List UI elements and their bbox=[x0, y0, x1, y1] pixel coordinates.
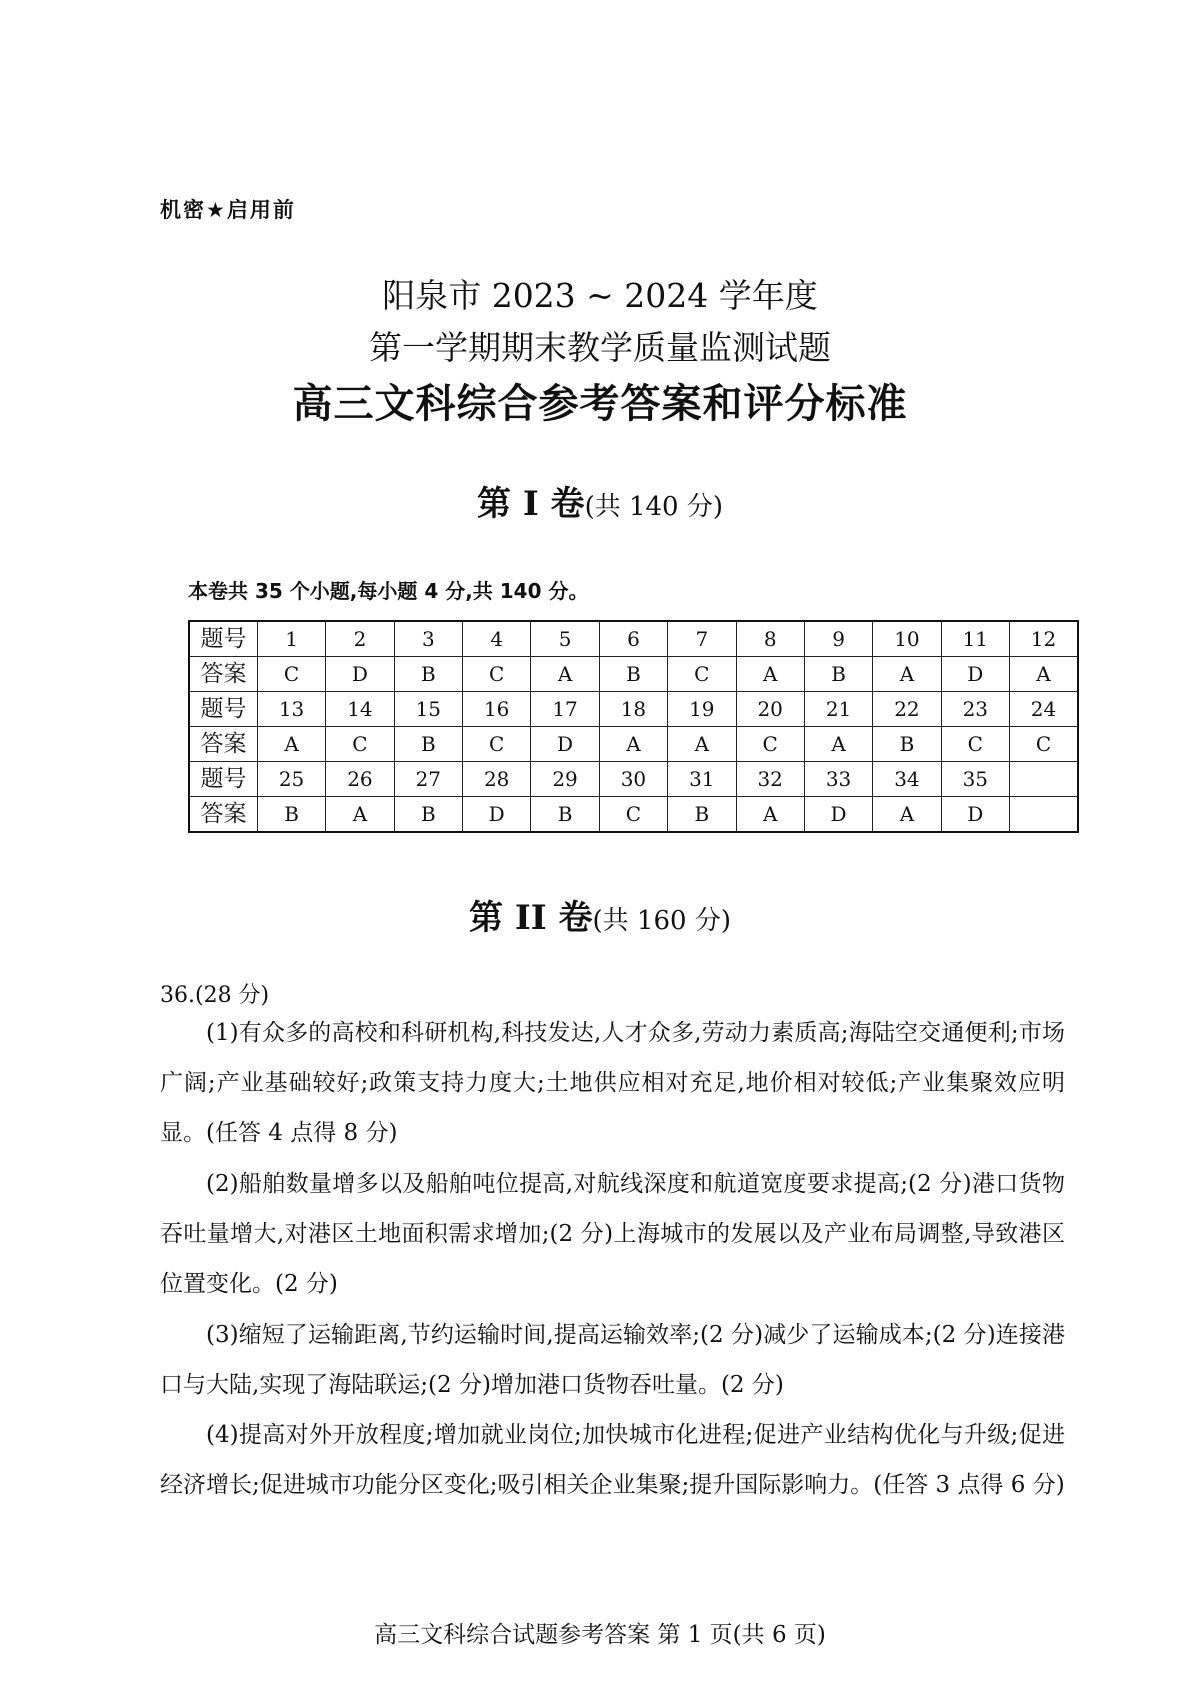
question-number-cell: 22 bbox=[873, 692, 941, 727]
question-36-part-4: (4)提高对外开放程度;增加就业岗位;加快城市化进程;促进产业结构优化与升级;促进经济增长;促进城市功能分区变化;吸引相关企业集聚;提升国际影响力。(任答 3 点得 6 分) bbox=[160, 1422, 1065, 1498]
question-number-cell: 32 bbox=[736, 762, 804, 797]
section-1-instruction: 本卷共 35 个小题,每小题 4 分,共 140 分。 bbox=[188, 579, 589, 603]
question-number-cell: 33 bbox=[804, 762, 872, 797]
title-line-1: 阳泉市 2023 ~ 2024 学年度 bbox=[382, 276, 818, 315]
question-36-part-3: (3)缩短了运输距离,节约运输时间,提高运输效率;(2 分)减少了运输成本;(2 分)连接港口与大陆,实现了海陆联运;(2 分)增加港口货物吞吐量。(2 分) bbox=[160, 1322, 1065, 1398]
answer-cell: D bbox=[941, 657, 1009, 692]
question-number-cell: 34 bbox=[873, 762, 941, 797]
answer-cell: D bbox=[804, 797, 872, 833]
answer-cell: A bbox=[736, 657, 804, 692]
answer-cell: D bbox=[941, 797, 1009, 833]
answer-cell: A bbox=[326, 797, 394, 833]
question-number-cell: 20 bbox=[736, 692, 804, 727]
section-1-label: 第 I 卷 bbox=[476, 484, 585, 524]
answer-cell: A bbox=[668, 727, 736, 762]
question-number-cell: 25 bbox=[257, 762, 325, 797]
section-1-heading bbox=[0, 476, 1200, 525]
page-title: 高三文科综合参考答案和评分标准 bbox=[292, 380, 908, 427]
question-number-cell: 26 bbox=[326, 762, 394, 797]
answer-cell: C bbox=[736, 727, 804, 762]
question-number-cell: 9 bbox=[804, 621, 872, 657]
question-number-row bbox=[189, 692, 1078, 727]
answer-cell: A bbox=[531, 657, 599, 692]
answer-cell: B bbox=[394, 657, 462, 692]
answer-cell: A bbox=[736, 797, 804, 833]
answer-cell: C bbox=[1010, 727, 1079, 762]
answer-cell: B bbox=[531, 797, 599, 833]
answer-cell: A bbox=[873, 797, 941, 833]
question-number-cell: 6 bbox=[599, 621, 667, 657]
answer-cell: C bbox=[668, 657, 736, 692]
answer-cell: B bbox=[599, 657, 667, 692]
question-number-cell: 14 bbox=[326, 692, 394, 727]
question-label-cell: 题号 bbox=[189, 762, 257, 797]
title-line-2: 第一学期期末教学质量监测试题 bbox=[369, 328, 831, 367]
question-number-cell: 19 bbox=[668, 692, 736, 727]
question-number-cell: 15 bbox=[394, 692, 462, 727]
question-number-cell: 35 bbox=[941, 762, 1009, 797]
answer-cell: C bbox=[599, 797, 667, 833]
answer-cell: D bbox=[326, 657, 394, 692]
question-number-cell: 11 bbox=[941, 621, 1009, 657]
answer-cell: B bbox=[804, 657, 872, 692]
question-number-cell: 30 bbox=[599, 762, 667, 797]
section-1-note: (共 140 分) bbox=[584, 492, 724, 522]
question-number-row bbox=[189, 621, 1078, 657]
question-number-cell: 7 bbox=[668, 621, 736, 657]
question-label-cell: 题号 bbox=[189, 692, 257, 727]
answer-table bbox=[188, 620, 1079, 833]
answer-cell: A bbox=[599, 727, 667, 762]
answer-cell: D bbox=[463, 797, 531, 833]
question-number-cell: 5 bbox=[531, 621, 599, 657]
question-number-cell: 4 bbox=[463, 621, 531, 657]
section-2-note: (共 160 分) bbox=[592, 906, 731, 936]
question-number-cell: 29 bbox=[531, 762, 599, 797]
answer-cell: B bbox=[257, 797, 325, 833]
question-36-part-1: (1)有众多的高校和科研机构,科技发达,人才众多,劳动力素质高;海陆空交通便利;市场广阔;产业基础较好;政策支持力度大;土地供应相对充足,地价相对较低;产业集聚效应明显。(任答 4 点得 8 分) bbox=[160, 1020, 1065, 1146]
question-36-part-2: (2)船舶数量增多以及船舶吨位提高,对航线深度和航道宽度要求提高;(2 分)港口货物吞吐量增大,对港区土地面积需求增加;(2 分)上海城市的发展以及产业布局调整,导致港区位置变化。(2 分) bbox=[160, 1171, 1065, 1297]
question-number-cell: 10 bbox=[873, 621, 941, 657]
question-number-cell: 17 bbox=[531, 692, 599, 727]
question-number-cell: 12 bbox=[1010, 621, 1079, 657]
question-number-cell: 23 bbox=[941, 692, 1009, 727]
answer-cell: C bbox=[463, 657, 531, 692]
answer-label-cell: 答案 bbox=[189, 727, 257, 762]
answer-cell: A bbox=[257, 727, 325, 762]
question-number-cell: 8 bbox=[736, 621, 804, 657]
answer-row bbox=[189, 797, 1078, 833]
answer-cell: A bbox=[873, 657, 941, 692]
answer-cell: A bbox=[1010, 657, 1079, 692]
answer-cell: B bbox=[394, 797, 462, 833]
answer-label-cell: 答案 bbox=[189, 797, 257, 833]
question-number-cell: 1 bbox=[257, 621, 325, 657]
answer-cell: A bbox=[804, 727, 872, 762]
question-number-cell: 24 bbox=[1010, 692, 1079, 727]
question-number-row bbox=[189, 762, 1078, 797]
question-number-cell: 27 bbox=[394, 762, 462, 797]
question-number-cell: 28 bbox=[463, 762, 531, 797]
answer-label-cell: 答案 bbox=[189, 657, 257, 692]
answer-cell: C bbox=[257, 657, 325, 692]
question-number-cell: 3 bbox=[394, 621, 462, 657]
answer-cell: B bbox=[873, 727, 941, 762]
section-2-label: 第 II 卷 bbox=[469, 898, 593, 938]
answer-cell: C bbox=[941, 727, 1009, 762]
question-number-cell: 31 bbox=[668, 762, 736, 797]
answer-cell: C bbox=[326, 727, 394, 762]
answer-cell bbox=[1010, 797, 1079, 833]
answer-cell: B bbox=[668, 797, 736, 833]
answer-cell: C bbox=[463, 727, 531, 762]
question-number-cell: 18 bbox=[599, 692, 667, 727]
confidential-mark: 机密★启用前 bbox=[160, 198, 296, 222]
question-number-cell: 2 bbox=[326, 621, 394, 657]
answer-row bbox=[189, 657, 1078, 692]
question-number-cell bbox=[1010, 762, 1079, 797]
page-footer: 高三文科综合试题参考答案 第 1 页(共 6 页) bbox=[374, 1622, 826, 1648]
answer-cell: D bbox=[531, 727, 599, 762]
question-36-title: 36.(28 分) bbox=[160, 983, 270, 1008]
answer-cell: B bbox=[394, 727, 462, 762]
section-2-heading bbox=[0, 890, 1200, 939]
question-number-cell: 13 bbox=[257, 692, 325, 727]
answer-row bbox=[189, 727, 1078, 762]
question-label-cell: 题号 bbox=[189, 621, 257, 657]
question-number-cell: 21 bbox=[804, 692, 872, 727]
question-number-cell: 16 bbox=[463, 692, 531, 727]
